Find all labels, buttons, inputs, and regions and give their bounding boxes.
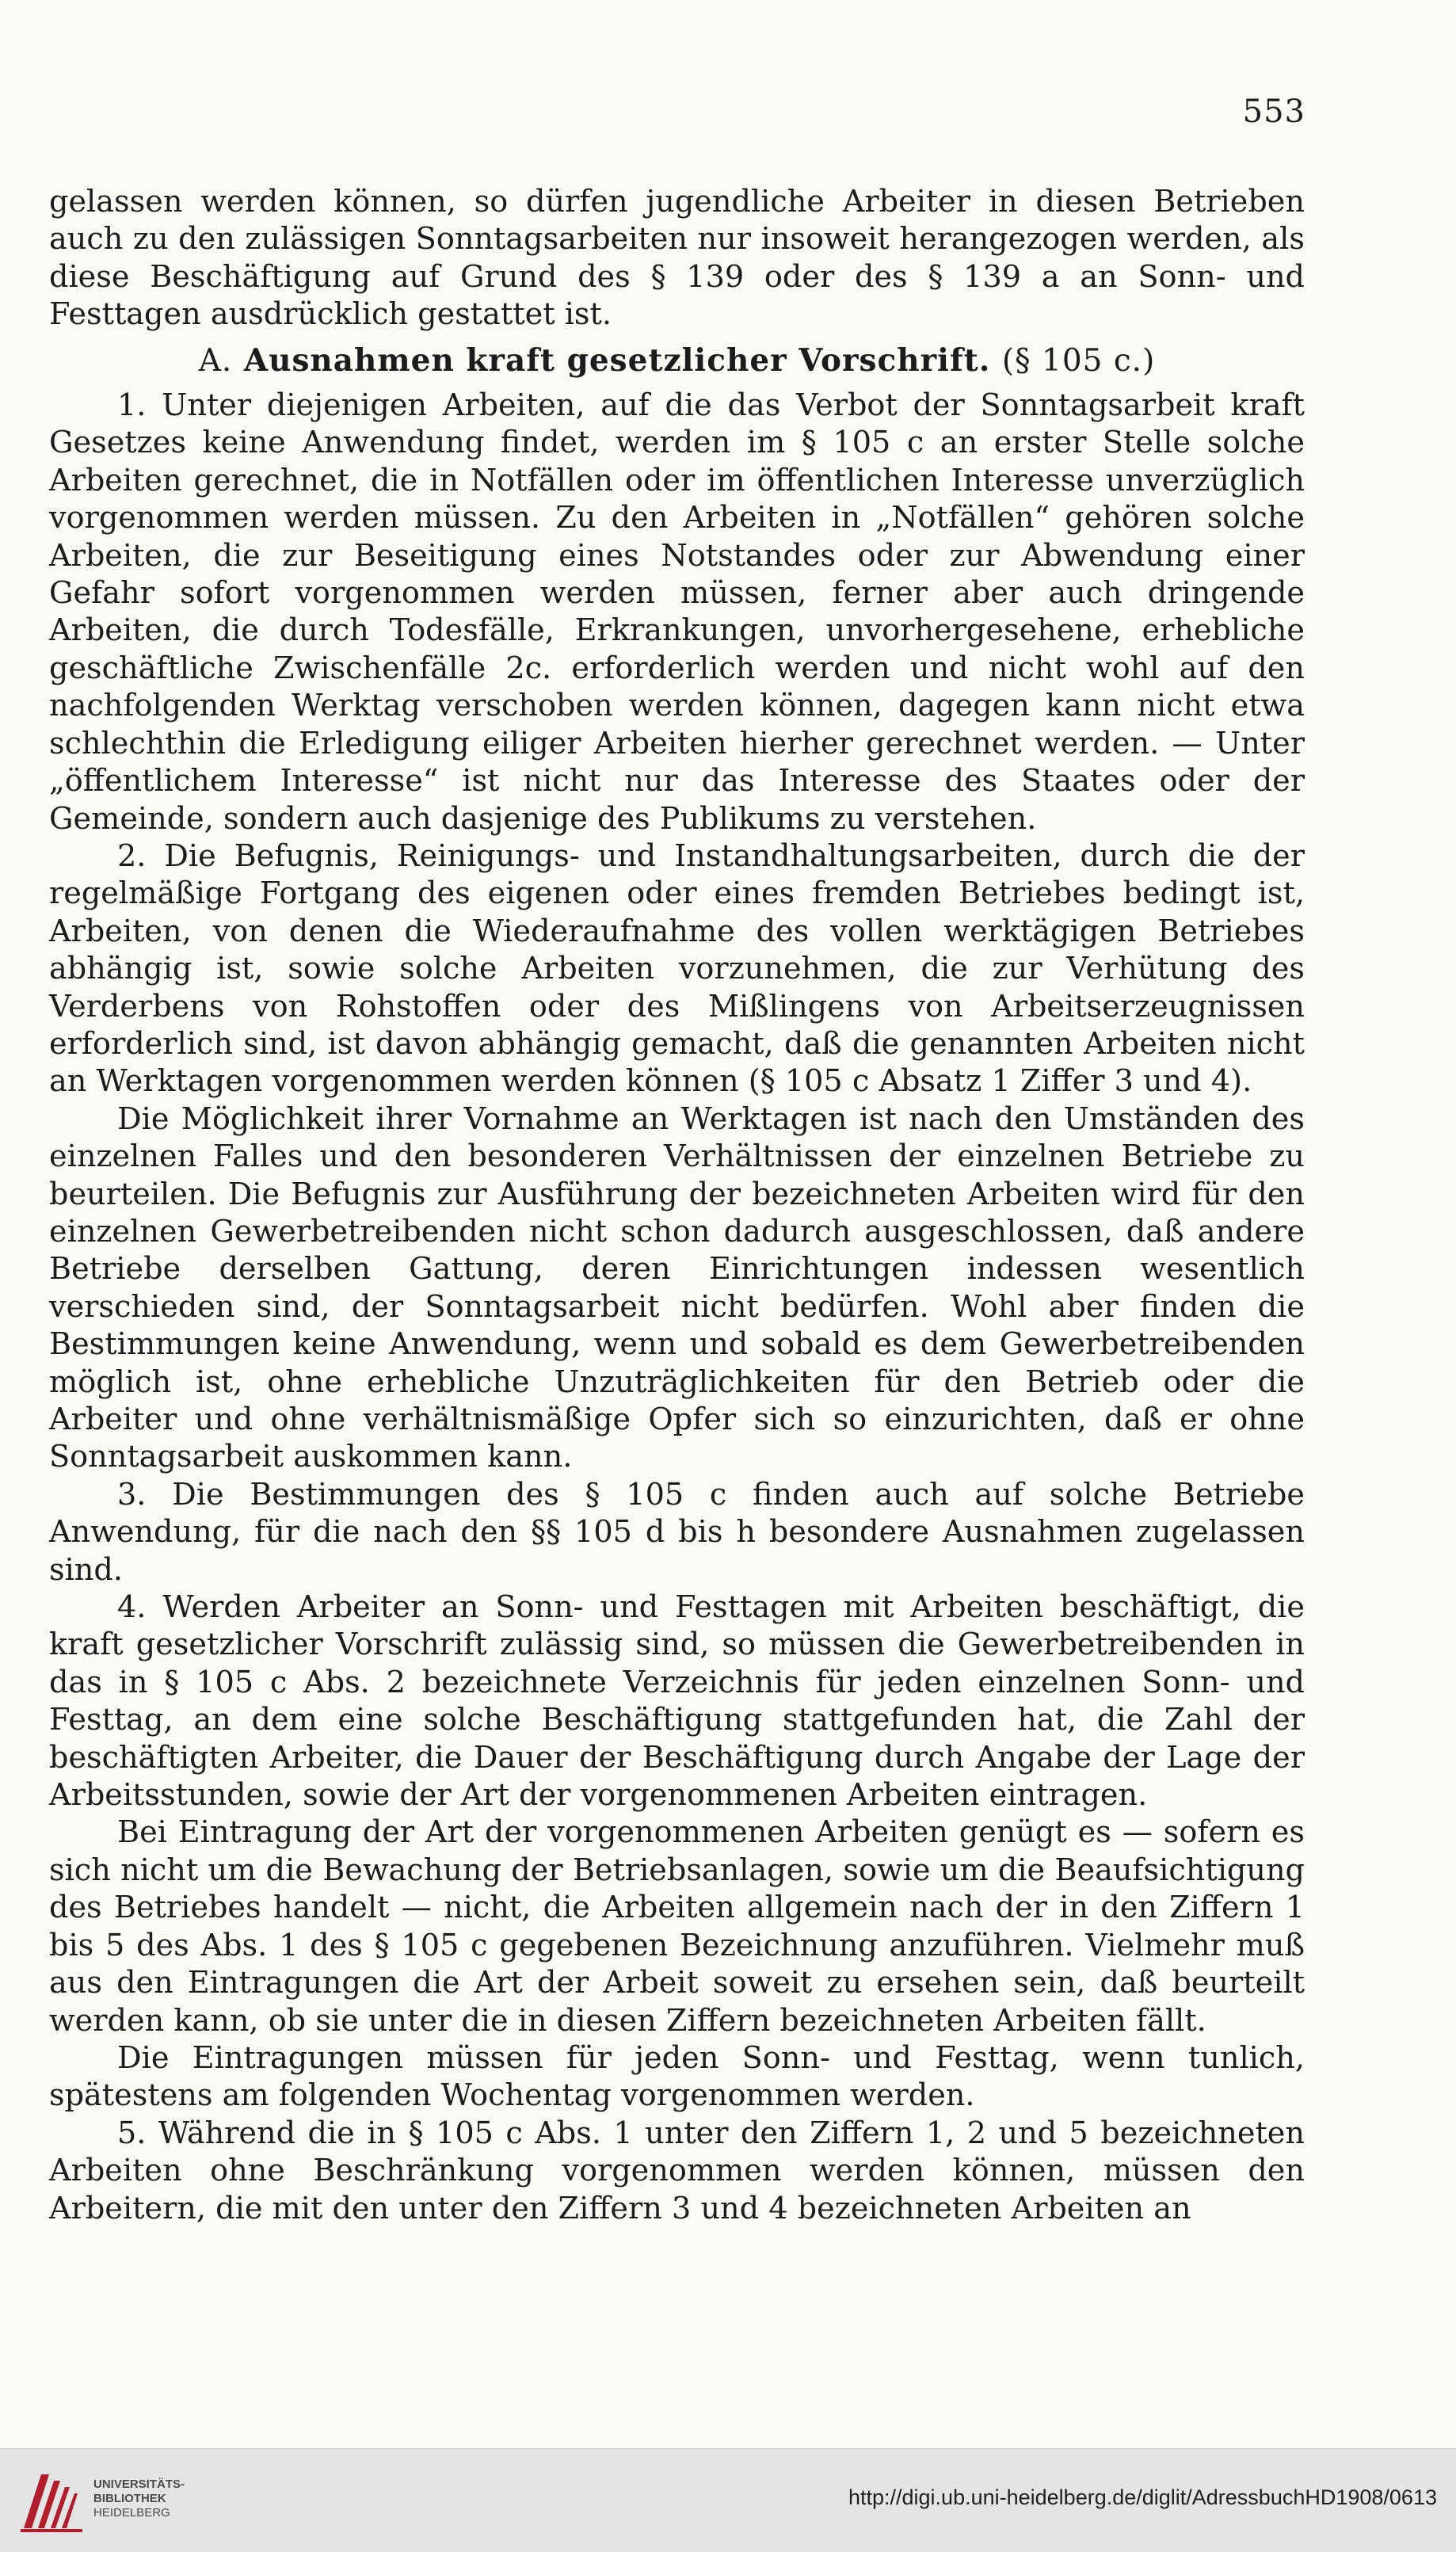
paragraph-3: 3. Die Bestimmungen des § 105 c finden auch auf solche Betriebe Anwendung, für die nach den §§ 105 d bis h besondere Ausnahmen zugelassen sind. xyxy=(49,1477,1305,1588)
paragraph-2: 2. Die Befugnis, Reinigungs- und Instandhaltungsarbeiten, durch die der regelmäßige Fortgang des eigenen oder eines fremden Betriebes bedingt ist, Arbeiten, von denen die Wiederaufnahme des vollen werktägigen Betriebes abhängig ist, sowie solche Arbeiten vorzunehmen, die zur Verhütung des Verderbens von Rohstoffen oder des Mißlingens von Arbeitserzeugnissen erforderlich sind, ist davon abhängig gemacht, daß die genannten Arbeiten nicht an Werktagen vorgenommen werden können (§ 105 c Absatz 1 Ziffer 3 und 4). xyxy=(49,838,1305,1100)
paragraph-5: 5. Während die in § 105 c Abs. 1 unter den Ziffern 1, 2 und 5 bezeichneten Arbeiten ohne Beschränkung vorgenommen werden können, müssen den Arbeitern, die mit den unter den Ziffern 3 und 4 bezeichneten Arbeiten an xyxy=(49,2115,1305,2226)
library-name-line-1: UNIVERSITÄTS- xyxy=(93,2478,185,2491)
library-name-line-3: HEIDELBERG xyxy=(93,2506,170,2520)
paragraph-intro: gelassen werden können, so dürfen jugendliche Arbeiter in diesen Betrieben auch zu den zulässigen Sonntagsarbeiten nur insoweit herangezogen werden, als diese Beschäftigung auf Grund des § 139 oder des § 139 a an Sonn- und Festtagen ausdrücklich gestattet ist. xyxy=(49,185,1305,333)
section-heading xyxy=(49,342,1305,380)
paragraph-4-note: Die Eintragungen müssen für jeden Sonn- und Festtag, wenn tunlich, spätestens am folgenden Wochentag vorgenommen werden. xyxy=(49,2040,1305,2114)
university-library-logo-icon xyxy=(17,2466,86,2535)
library-name xyxy=(93,2478,185,2520)
page-number: 553 xyxy=(1242,93,1305,130)
source-url-link[interactable]: http://digi.ub.uni-heidelberg.de/diglit/AdressbuchHD1908/0613 xyxy=(848,2485,1437,2509)
heading-title: Ausnahmen kraft gesetzlicher Vorschrift. xyxy=(243,341,991,379)
paragraph-1: 1. Unter diejenigen Arbeiten, auf die das Verbot der Sonntagsarbeit kraft Gesetzes keine Anwendung findet, werden im § 105 c an erster Stelle solche Arbeiten gerechnet, die in Notfällen oder im öffentlichen Interesse unverzüglich vorgenommen werden müssen. Zu den Arbeiten in „Notfällen“ gehören solche Arbeiten, die zur Beseitigung eines Notstandes oder zur Abwendung einer Gefahr sofort vorgenommen werden müssen, ferner aber auch dringende Arbeiten, die durch Todesfälle, Erkrankungen, unvorhergesehene, erhebliche geschäftliche Zwischenfälle 2c. erforderlich werden und nicht wohl auf den nachfolgenden Werktag verschoben werden können, dagegen kann nicht etwa schlechthin die Erledigung eiliger Arbeiten hierher gerechnet werden. — Unter „öffentlichem Interesse“ ist nicht nur das Interesse des Staates oder der Gemeinde, sondern auch dasjenige des Publikums zu verstehen. xyxy=(49,388,1305,837)
heading-prefix: A. xyxy=(198,342,233,379)
body-text xyxy=(49,184,1305,2228)
paragraph-4-continued: Bei Eintragung der Art der vorgenommenen Arbeiten genügt es — sofern es sich nicht um die Bewachung der Betriebsanlagen, sowie um die Beaufsichtigung des Betriebes handelt — nicht, die Arbeiten allgemein nach der in den Ziffern 1 bis 5 des Abs. 1 des § 105 c gegebenen Bezeichnung anzuführen. Vielmehr muß aus den Eintragungen die Art der Arbeit soweit zu ersehen sein, daß beurteilt werden kann, ob sie unter die in diesen Ziffern bezeichneten Arbeiten fällt. xyxy=(49,1815,1305,2039)
paragraph-4: 4. Werden Arbeiter an Sonn- und Festtagen mit Arbeiten beschäftigt, die kraft gesetzlicher Vorschrift zulässig sind, so müssen die Gewerbetreibenden in das in § 105 c Abs. 2 bezeichnete Verzeichnis für jeden einzelnen Sonn- und Festtag, an dem eine solche Beschäftigung stattgefunden hat, die Zahl der beschäftigten Arbeiter, die Dauer der Beschäftigung durch Angabe der Lage der Arbeitsstunden, sowie der Art der vorgenommenen Arbeiten eintragen. xyxy=(49,1590,1305,1814)
library-name-line-2: BIBLIOTHEK xyxy=(93,2492,166,2505)
heading-reference: (§ 105 c.) xyxy=(1001,342,1156,379)
footer-bar xyxy=(0,2448,1456,2552)
paragraph-2-continued: Die Möglichkeit ihrer Vornahme an Werktagen ist nach den Umständen des einzelnen Falles und den besonderen Verhältnissen der einzelnen Betriebe zu beurteilen. Die Befugnis zur Ausführung der bezeichneten Arbeiten wird für den einzelnen Gewerbetreibenden nicht schon dadurch ausgeschlossen, daß andere Betriebe derselben Gattung, deren Einrichtungen indessen wesentlich verschieden sind, der Sonntagsarbeit nicht bedürfen. Wohl aber finden die Bestimmungen keine Anwendung, wenn und sobald es dem Gewerbetreibenden möglich ist, ohne erhebliche Unzuträglichkeiten für den Betrieb oder die Arbeiter und ohne verhältnismäßige Opfer sich so einzurichten, daß er ohne Sonntagsarbeit auskommen kann. xyxy=(49,1101,1305,1475)
